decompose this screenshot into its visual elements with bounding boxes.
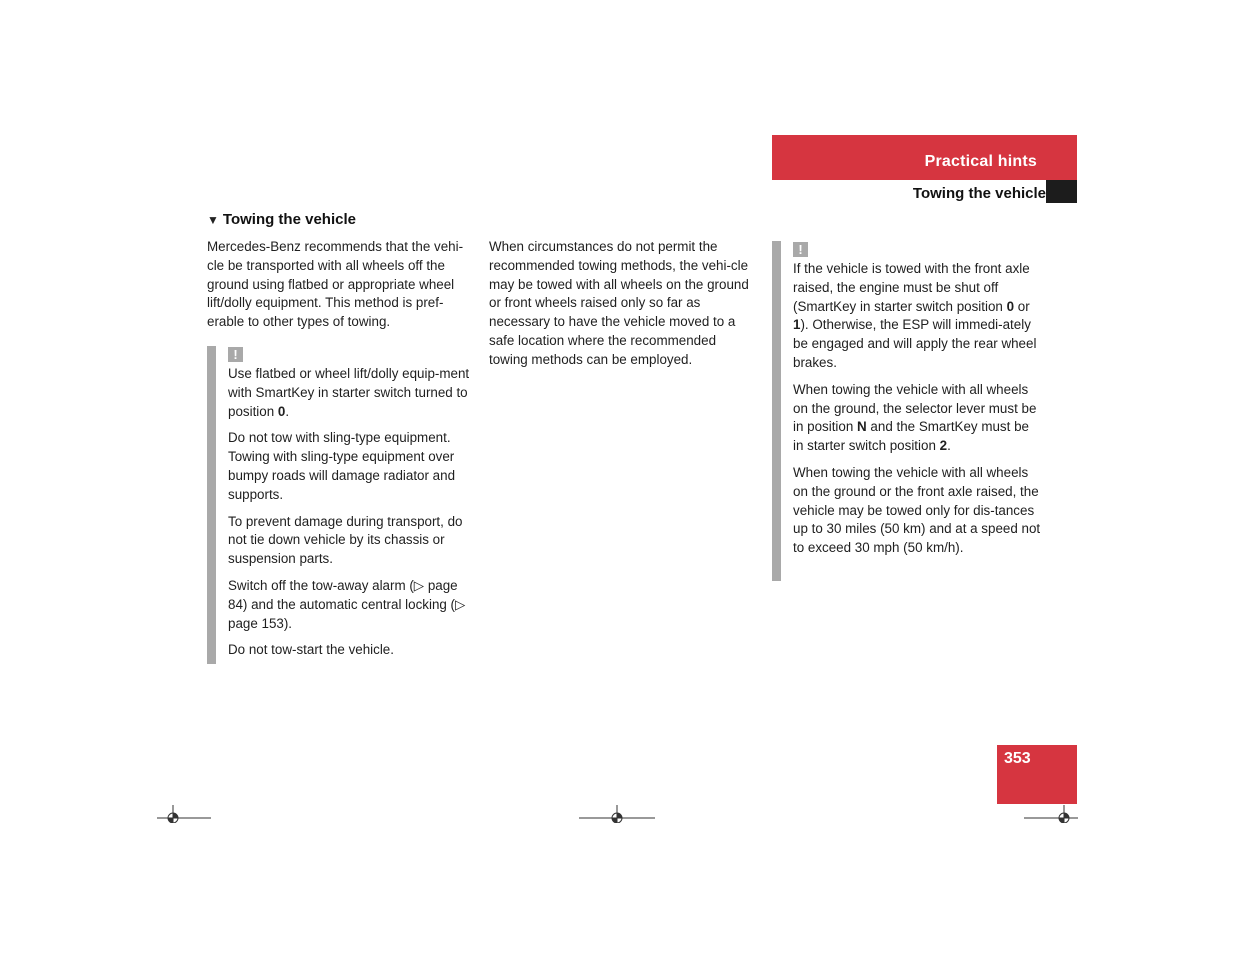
section-heading-text: Towing the vehicle [222,211,356,228]
registration-mark-icon [157,803,211,823]
registration-mark-icon [579,803,655,823]
section-heading [207,211,356,228]
chapter-title: Practical hints [924,153,1037,170]
caution-note-right [772,241,1047,581]
triangle-down-icon: ▼ [207,213,219,227]
intro-paragraph: Mercedes-Benz recommends that the vehi-cle be transported with all wheels off the ground using flatbed or appropriate wheel lift/dolly equipment. This method is pref-erable to other types of towing. [207,239,464,330]
column-left-intro [207,238,475,340]
note1-paragraph-2: Do not tow with sling-type equipment. Towing with sling-type equipment over bumpy roads will damage radiator and supports. [228,430,456,502]
page-number: 353 [1004,750,1031,767]
note-sidebar [207,346,216,664]
warning-icon: ! [228,347,243,362]
column-middle [489,238,757,378]
section-header-title: Towing the vehicle [912,185,1046,202]
note2-paragraph-2: When towing the vehicle with all wheels on the ground, the selector lever must be in position N and the SmartKey must be in starter switch position 2. [793,381,1037,454]
note1-paragraph-5: Do not tow-start the vehicle. [228,642,394,658]
note-body [793,241,1043,566]
warning-icon: ! [793,242,808,257]
note1-paragraph-1: Use flatbed or wheel lift/dolly equip-ment with SmartKey in starter switch turned to position 0. [228,366,470,419]
note1-paragraph-3: To prevent damage during transport, do not tie down vehicle by its chassis or suspension parts. [228,513,463,567]
note2-paragraph-1: If the vehicle is towed with the front axle raised, the engine must be shut off (SmartKey in starter switch position 0 or 1). Otherwise, the ESP will immedi-ately be engaged and will apply the rear wheel brakes. [793,261,1037,370]
middle-paragraph: When circumstances do not permit the recommended towing methods, the vehi-cle may be towed with all wheels on the ground or front wheels raised only so far as necessary to have the vehicle moved to a safe location where the recommended towing methods can be employed. [489,239,749,367]
section-header-tab [1046,180,1077,203]
registration-mark-icon [1024,803,1078,823]
note-sidebar [772,241,781,581]
note2-paragraph-3: When towing the vehicle with all wheels on the ground or the front axle raised, the vehicle may be towed only for dis-tances up to 30 miles (50 km) and at a speed not to exceed 30 mph (50 km/h). [793,464,1041,556]
note1-paragraph-4: Switch off the tow-away alarm (▷ page 84) and the automatic central locking (▷ page 153). [228,577,466,631]
chapter-header-band [772,135,1077,180]
caution-note-left [207,346,482,664]
page-number-box [997,745,1077,804]
note-body [228,346,478,668]
